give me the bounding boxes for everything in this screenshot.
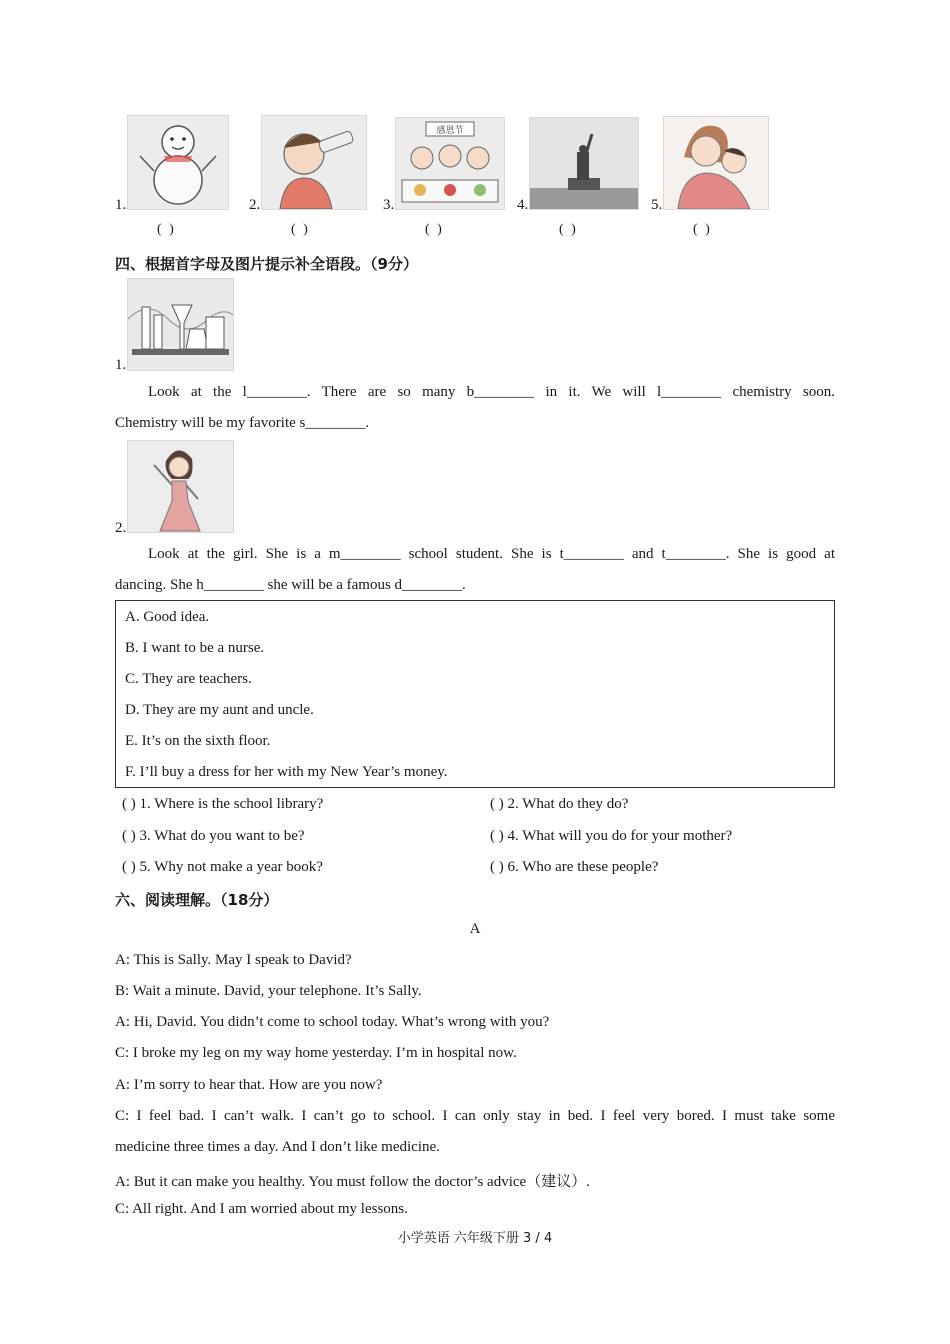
mother-hugging-child-icon — [663, 116, 769, 210]
picture-3-number: 3. — [383, 197, 395, 213]
question-6[interactable]: ( ) 6. Who are these people? — [490, 859, 659, 875]
question-3[interactable]: ( ) 3. What do you want to be? — [122, 828, 305, 844]
section-6-title: 六、阅读理解。（18分） — [115, 891, 279, 909]
question-2[interactable]: ( ) 2. What do they do? — [490, 796, 629, 812]
section-4-item-2-number: 2. — [115, 520, 127, 536]
picture-2-answer[interactable]: ( ) — [291, 222, 310, 237]
dialogue-line-2: B: Wait a minute. David, your telephone. It’s Sally. — [115, 983, 422, 999]
option-e: E. It’s on the sixth floor. — [125, 733, 271, 749]
picture-4-number: 4. — [517, 197, 529, 213]
statue-of-liberty-icon — [529, 117, 639, 210]
dialogue-line-1: A: This is Sally. May I speak to David? — [115, 952, 352, 968]
party-children-icon — [395, 117, 505, 210]
section-4-item-2-line-1: Look at the girl. She is a m________ school student. She is t________ and t________. She is good at — [148, 546, 835, 562]
dancing-girl-icon — [127, 440, 234, 533]
option-b: B. I want to be a nurse. — [125, 640, 265, 656]
lab-equipment-icon — [127, 278, 234, 371]
dialogue-line-9: C: All right. And I am worried about my lessons. — [115, 1201, 408, 1217]
option-a: A. Good idea. — [125, 609, 210, 625]
dialogue-line-6: C: I feel bad. I can’t walk. I can’t go to school. I can only stay in bed. I feel very bored. I must take some — [115, 1108, 835, 1124]
dialogue-line-4: C: I broke my leg on my way home yesterday. I’m in hospital now. — [115, 1045, 517, 1061]
picture-4-answer[interactable]: ( ) — [559, 222, 578, 237]
dialogue-line-5: A: I’m sorry to hear that. How are you now? — [115, 1077, 383, 1093]
picture-3-answer[interactable]: ( ) — [425, 222, 444, 237]
page-footer: 小学英语 六年级下册 3 / 4 — [397, 1231, 553, 1246]
picture-1-number: 1. — [115, 197, 127, 213]
section-4-item-1-line-1: Look at the l________. There are so many b________ in it. We will l________ chemistry soon. — [148, 384, 835, 400]
section-4-title: 四、根据首字母及图片提示补全语段。（9分） — [115, 255, 418, 273]
dialogue-line-3: A: Hi, David. You didn’t come to school today. What’s wrong with you? — [115, 1014, 550, 1030]
option-f: F. I’ll buy a dress for her with my New Year’s money. — [125, 764, 448, 780]
question-4[interactable]: ( ) 4. What will you do for your mother? — [490, 828, 733, 844]
snowman-icon — [127, 115, 229, 210]
options-box — [115, 600, 835, 788]
section-4-item-1-number: 1. — [115, 357, 127, 373]
passage-label: A — [469, 921, 481, 937]
section-4-item-1-line-2: Chemistry will be my favorite s________. — [115, 415, 370, 431]
option-c: C. They are teachers. — [125, 671, 252, 687]
dialogue-line-7: medicine three times a day. And I don’t like medicine. — [115, 1139, 440, 1155]
picture-1-answer[interactable]: ( ) — [157, 222, 176, 237]
picture-5-number: 5. — [651, 197, 663, 213]
picture-2-number: 2. — [249, 197, 261, 213]
boy-drinking-icon — [261, 115, 367, 210]
party-sign-text: 感恩节 — [436, 126, 464, 136]
option-d: D. They are my aunt and uncle. — [125, 702, 314, 718]
dialogue-line-8: A: But it can make you healthy. You must follow the doctor’s advice（建议）. — [115, 1174, 590, 1190]
question-5[interactable]: ( ) 5. Why not make a year book? — [122, 859, 323, 875]
picture-5-answer[interactable]: ( ) — [693, 222, 712, 237]
question-1[interactable]: ( ) 1. Where is the school library? — [122, 796, 324, 812]
section-4-item-2-line-2: dancing. She h________ she will be a famous d________. — [115, 577, 466, 593]
